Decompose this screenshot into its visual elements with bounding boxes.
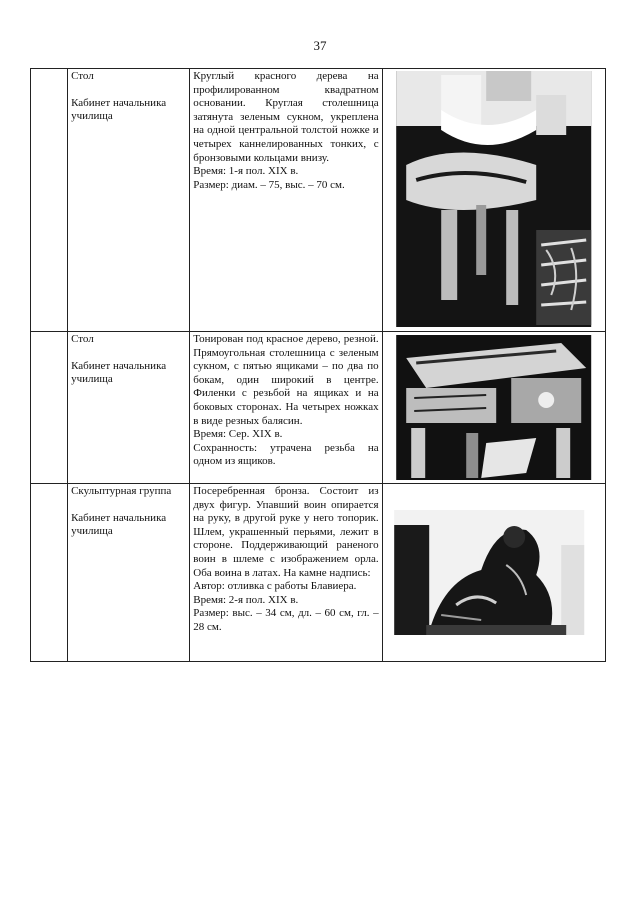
description-text: Круглый красного дерева на профилированном квадратном основании. Круглая столешница затянута зеленым сукном, укреплена на одной центральной толстой ножке и четырех каннелированных тонких, с бронзовыми кольцами внизу. [193,70,379,164]
description-size: Размер: выс. – 34 см, дл. – 60 см, гл. – 28 см. [193,607,379,633]
item-location: Кабинет начальника училища [71,511,167,538]
row-number-cell [31,69,68,332]
round-table-photo-icon [386,70,602,330]
table-row [31,332,606,484]
description-text: Посеребренная бронза. Состоит из двух фигур. Упавший воин опирается на руку, в другой руке у него топорик. Шлем, украшенный перьями, лежит в стороне. Поддерживающий раненого воин в шлеме с изображением орла. Оба воина в латах. На камне надпись: [193,485,379,579]
table-row [31,69,606,332]
description-author: Автор: отливка с работы Блавиера. [193,580,357,593]
item-photo-cell [382,484,605,662]
item-photo-cell [382,332,605,484]
item-name-cell [68,332,190,484]
description-condition: Сохранность: утрачена резьба на одном из ящиков. [193,441,379,468]
catalog-table [30,68,606,662]
item-title: Стол [71,70,94,82]
row-number-cell [31,332,68,484]
description-date: Время: 2-я пол. XIX в. [193,593,299,606]
item-name-cell [68,69,190,332]
item-description-cell [190,332,382,484]
item-title: Скульптурная группа [71,485,172,497]
item-name-cell [68,484,190,662]
table-row [31,484,606,662]
description-text: Тонирован под красное дерево, резной. Прямоугольная столешница с зеленым сукном, с пятью ящиками – по два по бокам, один широкий в центре. Филенки с резьбой на ящиках и на боковых сторонах. На четырех ножках в виде резных балясин. [193,333,379,427]
item-photo-cell [382,69,605,332]
description-date: Время: Сер. XIX в. [193,428,283,441]
carved-desk-photo-icon [386,333,602,482]
page-number: 37 [313,38,327,53]
item-description-cell [190,484,382,662]
bronze-sculpture-photo-icon [386,485,602,660]
description-size: Размер: диам. – 75, выс. – 70 см. [193,178,345,191]
item-title: Стол [71,333,94,345]
item-description-cell [190,69,382,332]
item-location: Кабинет начальника училища [71,359,167,386]
row-number-cell [31,484,68,662]
description-date: Время: 1-я пол. XIX в. [193,165,299,178]
item-location: Кабинет начальника училища [71,96,167,123]
